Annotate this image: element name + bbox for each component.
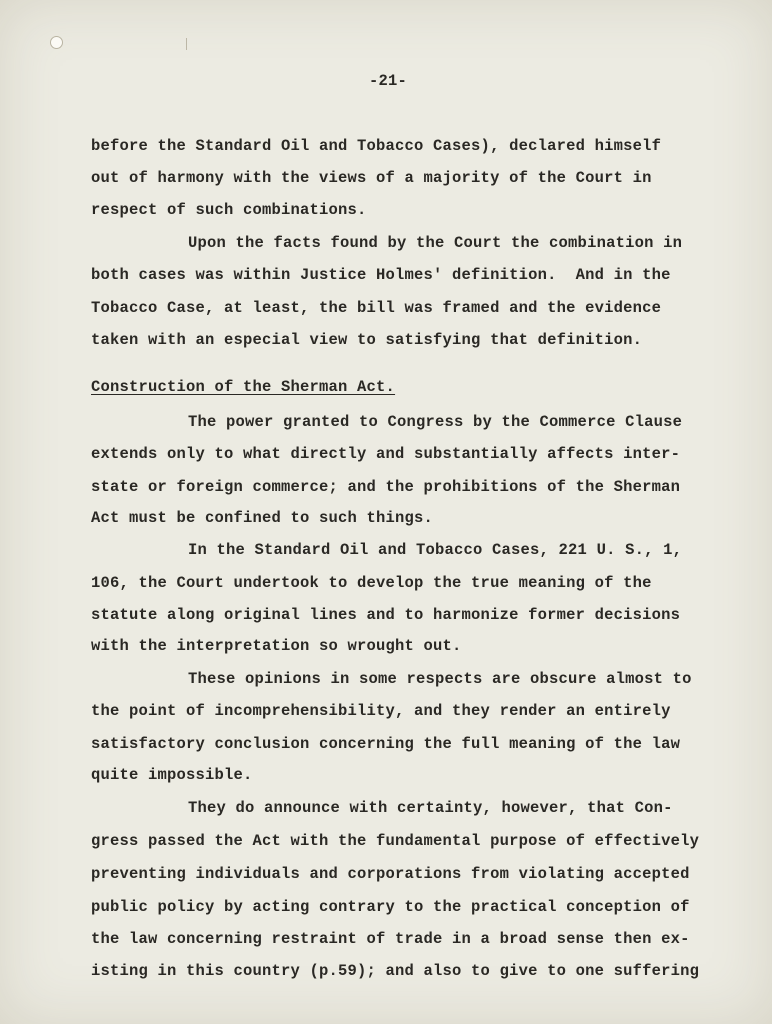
punch-hole — [50, 36, 63, 49]
text-line: both cases was within Justice Holmes' definition. And in the — [91, 266, 671, 284]
text-line: In the Standard Oil and Tobacco Cases, 221 U. S., 1, — [188, 541, 683, 559]
text-line: Upon the facts found by the Court the combination in — [188, 234, 683, 252]
text-line: isting in this country (p.59); and also to give to one suffering — [91, 962, 700, 980]
text-line: These opinions in some respects are obscure almost to — [188, 670, 692, 688]
text-line: 106, the Court undertook to develop the true meaning of the — [91, 574, 652, 592]
text-line: preventing individuals and corporations from violating accepted — [91, 865, 690, 883]
text-line: Act must be confined to such things. — [91, 509, 434, 527]
text-line: the point of incomprehensibility, and they render an entirely — [91, 702, 671, 720]
text-line: extends only to what directly and substantially affects inter- — [91, 445, 681, 463]
paper-mark — [186, 38, 187, 50]
text-line: Tobacco Case, at least, the bill was framed and the evidence — [91, 299, 662, 317]
text-line: gress passed the Act with the fundamental purpose of effectively — [91, 832, 700, 850]
text-line: They do announce with certainty, however, that Con- — [188, 799, 673, 817]
text-line: public policy by acting contrary to the practical conception of — [91, 898, 690, 916]
text-line: with the interpretation so wrought out. — [91, 637, 462, 655]
text-line: respect of such combinations. — [91, 201, 367, 219]
text-line: statute along original lines and to harmonize former decisions — [91, 606, 681, 624]
text-line: state or foreign commerce; and the prohibitions of the Sherman — [91, 478, 681, 496]
text-line: the law concerning restraint of trade in a broad sense then ex- — [91, 930, 690, 948]
page-number: -21- — [369, 72, 408, 90]
text-line: quite impossible. — [91, 766, 253, 784]
text-line: satisfactory conclusion concerning the full meaning of the law — [91, 735, 681, 753]
text-line: taken with an especial view to satisfying that definition. — [91, 331, 643, 349]
text-line: before the Standard Oil and Tobacco Cases), declared himself — [91, 137, 662, 155]
text-line: out of harmony with the views of a majority of the Court in — [91, 169, 652, 187]
section-heading: Construction of the Sherman Act. — [91, 378, 396, 396]
text-line: The power granted to Congress by the Commerce Clause — [188, 413, 683, 431]
